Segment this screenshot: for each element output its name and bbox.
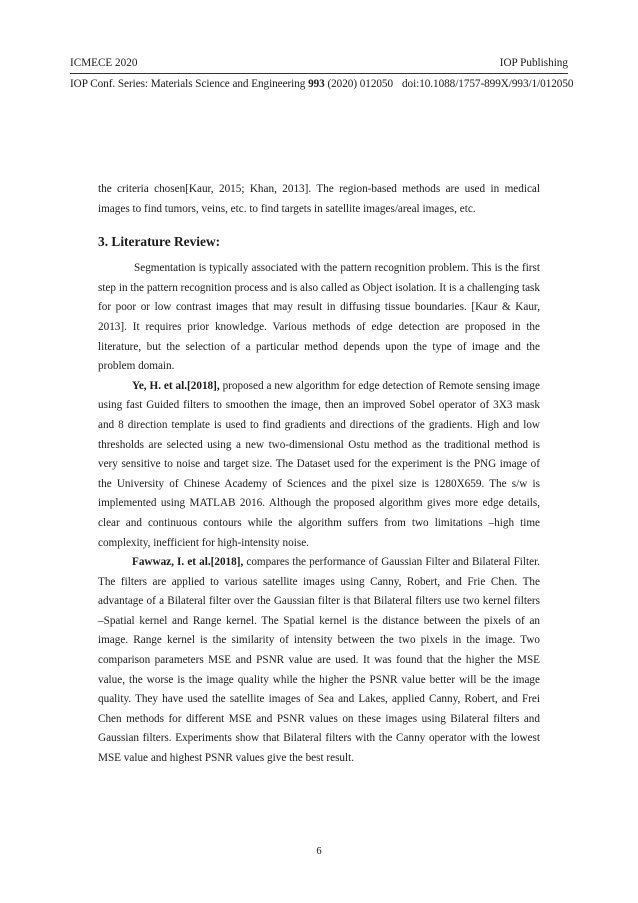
series-suffix: (2020) 012050: [324, 78, 394, 90]
paragraph-ye-text: proposed a new algorithm for edge detection of Remote sensing image using fast Guided filters to smoothen the image, then an improved Sobel operator of 3X3 mask and 8 direction template is used to find gradients and directions of the gradients. High and low thresholds are selected using a new two-dimensional Ostu method as the traditional method is very sensitive to noise and target size. The Dataset used for the experiment is the PNG image of the University of Chinese Academy of Sciences and the pixel size is 1280X659. The s/w is implemented using MATLAB 2016. Although the proposed algorithm gives more edge details, clear and continuous contours while the algorithm suffers from two limitations –high time complexity, inefficient for high-intensity noise.: [98, 379, 540, 549]
page-body: [98, 180, 540, 769]
citation-line: [70, 77, 574, 91]
paragraph-ye-et-al: [98, 377, 540, 553]
header-top-row: [70, 56, 568, 70]
conference-name: ICMECE 2020: [70, 57, 138, 69]
paragraph-fawwaz-et-al: [98, 553, 540, 769]
volume-number: 993: [308, 78, 325, 90]
intro-paragraph: the criteria chosen[Kaur, 2015; Khan, 2013]. The region-based methods are used in medical images to find tumors, veins, etc. to find targets in satellite images/areal images, etc.: [98, 183, 540, 215]
citation-fawwaz: Fawwaz, I. et al.[2018],: [132, 556, 244, 569]
doi-link[interactable]: doi:10.1088/1757-899X/993/1/012050: [402, 78, 574, 90]
series-prefix: IOP Conf. Series: Materials Science and Engineering: [70, 78, 309, 90]
paragraph-fawwaz-text: compares the performance of Gaussian Filter and Bilateral Filter. The filters are applied to various satellite images using Canny, Robert, and Frie Chen. The advantage of a Bilateral filter over the Gaussian filter is that Bilateral filters use two kernel filters –Spatial kernel and Range kernel. The Spatial kernel is the distance between the pixels of an image. Range kernel is the similarity of intensity between the two pixels in the image. Two comparison parameters MSE and PSNR value are used. It was found that the higher the MSE value, the worse is the image quality while the higher the PSNR value better will be the image quality. They have used the satellite images of Sea and Lakes, applied Canny, Robert, and Frei Chen methods for different MSE and PSNR values on these images using Bilateral filters and Gaussian filters. Experiments show that Bilateral filters with the Canny operator with the lowest MSE value and highest PSNR values give the best result.: [98, 556, 540, 765]
header-rule: [70, 73, 568, 74]
paragraph-segmentation: Segmentation is typically associated with the pattern recognition problem. This is the first step in the pattern recognition process and is also called as Object isolation. It is a challenging task for poor or low contrast images that may result in diffusing tissue boundaries. [Kaur & Kaur, 2013]. It requires prior knowledge. Various methods of edge detection are proposed in the literature, but the selection of a particular method depends upon the type of image and the problem domain.: [98, 262, 540, 373]
page-number: 6: [316, 846, 322, 857]
section-heading: 3. Literature Review:: [98, 234, 221, 250]
citation-ye: Ye, H. et al.[2018],: [132, 379, 220, 392]
publisher-name: IOP Publishing: [499, 57, 568, 69]
running-header: [70, 56, 574, 91]
